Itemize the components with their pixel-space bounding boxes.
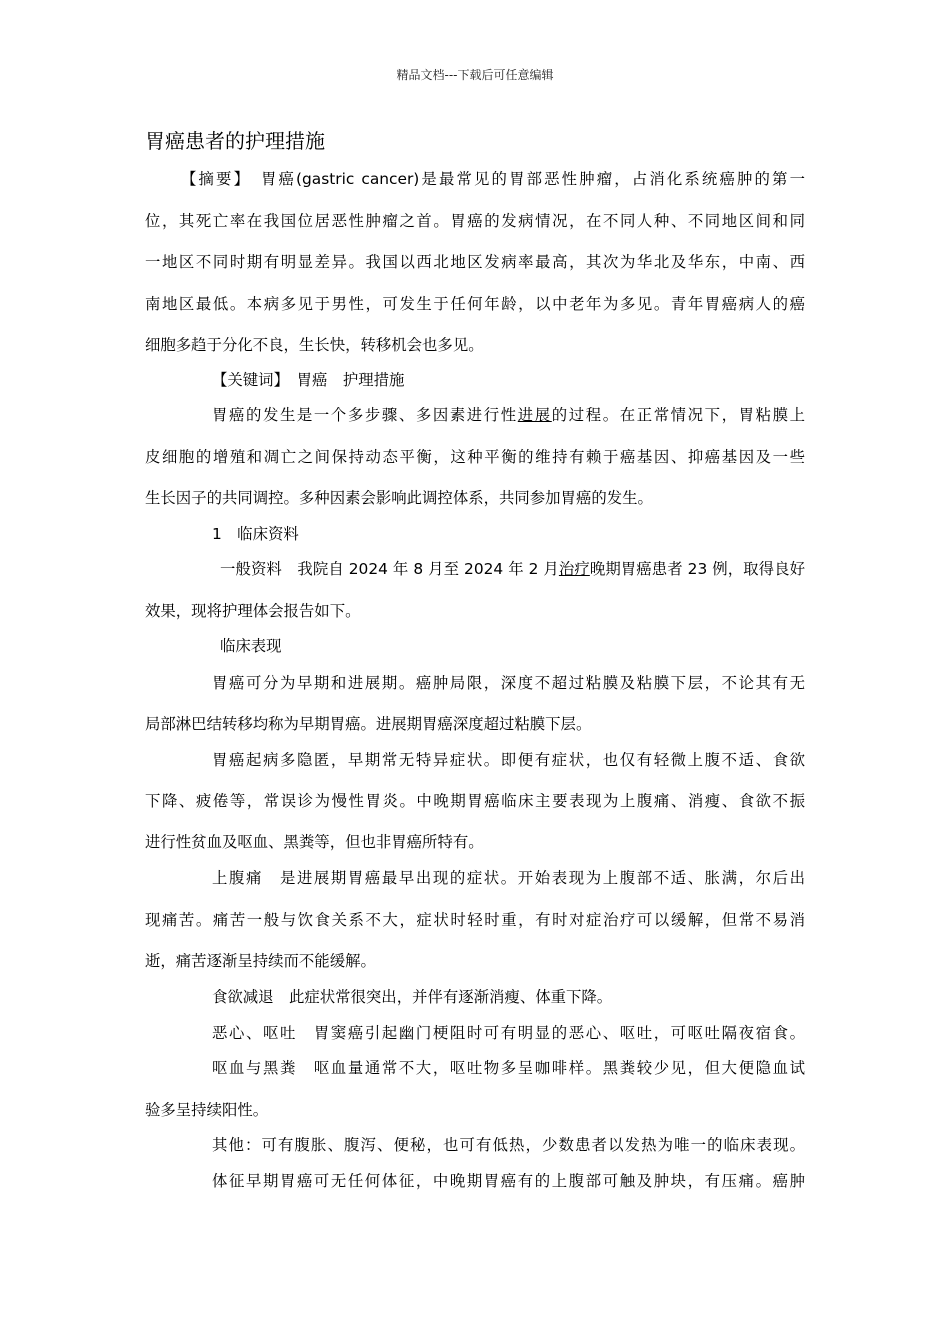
abstract-line-3: 一地区不同时期有明显差异。我国以西北地区发病率最高，其次为华北及华东，中南、西 xyxy=(145,253,805,271)
onset-line-1: 胃癌起病多隐匿，早期常无特异症状。即便有症状，也仅有轻微上腹不适、食欲 xyxy=(212,751,805,769)
link-progress[interactable]: 进展 xyxy=(517,406,552,424)
general-line-1: 一般资料 我院自 2024 年 8 月至 2024 年 2 月治疗晚期胃癌患者 23 例，取得良好 xyxy=(220,560,805,578)
abstract-line-5: 细胞多趋于分化不良，生长快，转移机会也多见。 xyxy=(145,336,484,354)
section-heading-1: 1 临床资料 xyxy=(212,525,299,543)
appetite-line: 食欲减退 此症状常很突出，并伴有逐渐消瘦、体重下降。 xyxy=(212,988,613,1006)
onset-line-3: 进行性贫血及呕血、黑粪等，但也非胃癌所特有。 xyxy=(145,833,484,851)
intro-line-2: 皮细胞的增殖和凋亡之间保持动态平衡，这种平衡的维持有赖于癌基因、抑癌基因及一些 xyxy=(145,448,805,466)
pain-line-3: 逝，痛苦逐渐呈持续而不能缓解。 xyxy=(145,952,376,970)
intro-line-3: 生长因子的共同调控。多种因素会影响此调控体系，共同参加胃癌的发生。 xyxy=(145,489,653,507)
stage-line-1: 胃癌可分为早期和进展期。癌肿局限，深度不超过粘膜及粘膜下层，不论其有无 xyxy=(212,674,805,692)
abstract-line-2: 位，其死亡率在我国位居恶性肿瘤之首。胃癌的发病情况，在不同人种、不同地区间和同 xyxy=(145,212,805,230)
stage-line-2: 局部淋巴结转移均称为早期胃癌。进展期胃癌深度超过粘膜下层。 xyxy=(145,715,592,733)
page-header: 精品文档---下载后可任意编辑 xyxy=(396,68,554,82)
pain-line-1: 上腹痛 是进展期胃癌最早出现的症状。开始表现为上腹部不适、胀满，尔后出 xyxy=(212,869,805,887)
blood-line-1: 呕血与黑粪 呕血量通常不大，呕吐物多呈咖啡样。黑粪较少见，但大便隐血试 xyxy=(212,1059,805,1077)
general-line-2: 效果，现将护理体会报告如下。 xyxy=(145,602,361,620)
document-title: 胃癌患者的护理措施 xyxy=(145,129,325,153)
onset-line-2: 下降、疲倦等，常误诊为慢性胃炎。中晚期胃癌临床主要表现为上腹痛、消瘦、食欲不振 xyxy=(145,792,805,810)
other-line: 其他：可有腹胀、腹泻、便秘，也可有低热，少数患者以发热为唯一的临床表现。 xyxy=(212,1136,805,1154)
keywords-line: 【关键词】 胃癌 护理措施 xyxy=(212,371,405,389)
blood-line-2: 验多呈持续阳性。 xyxy=(145,1101,269,1119)
abstract-line-4: 南地区最低。本病多见于男性，可发生于任何年龄，以中老年为多见。青年胃癌病人的癌 xyxy=(145,295,805,313)
abstract-line-1: 【摘要】 胃癌(gastric cancer)是最常见的胃部恶性肿瘤，占消化系统癌肿的第一 xyxy=(181,170,805,188)
link-treatment[interactable]: 治疗 xyxy=(558,560,590,578)
clinical-heading: 临床表现 xyxy=(220,637,282,655)
intro-line-1: 胃癌的发生是一个多步骤、多因素进行性进展的过程。在正常情况下，胃粘膜上 xyxy=(212,406,805,424)
nausea-line: 恶心、呕吐 胃窦癌引起幽门梗阻时可有明显的恶心、呕吐，可呕吐隔夜宿食。 xyxy=(212,1024,805,1042)
pain-line-2: 现痛苦。痛苦一般与饮食关系不大，症状时轻时重，有时对症治疗可以缓解，但常不易消 xyxy=(145,911,805,929)
abstract-label: 【摘要】 xyxy=(181,170,244,188)
signs-line: 体征早期胃癌可无任何体征，中晚期胃癌有的上腹部可触及肿块，有压痛。癌肿 xyxy=(212,1172,805,1190)
